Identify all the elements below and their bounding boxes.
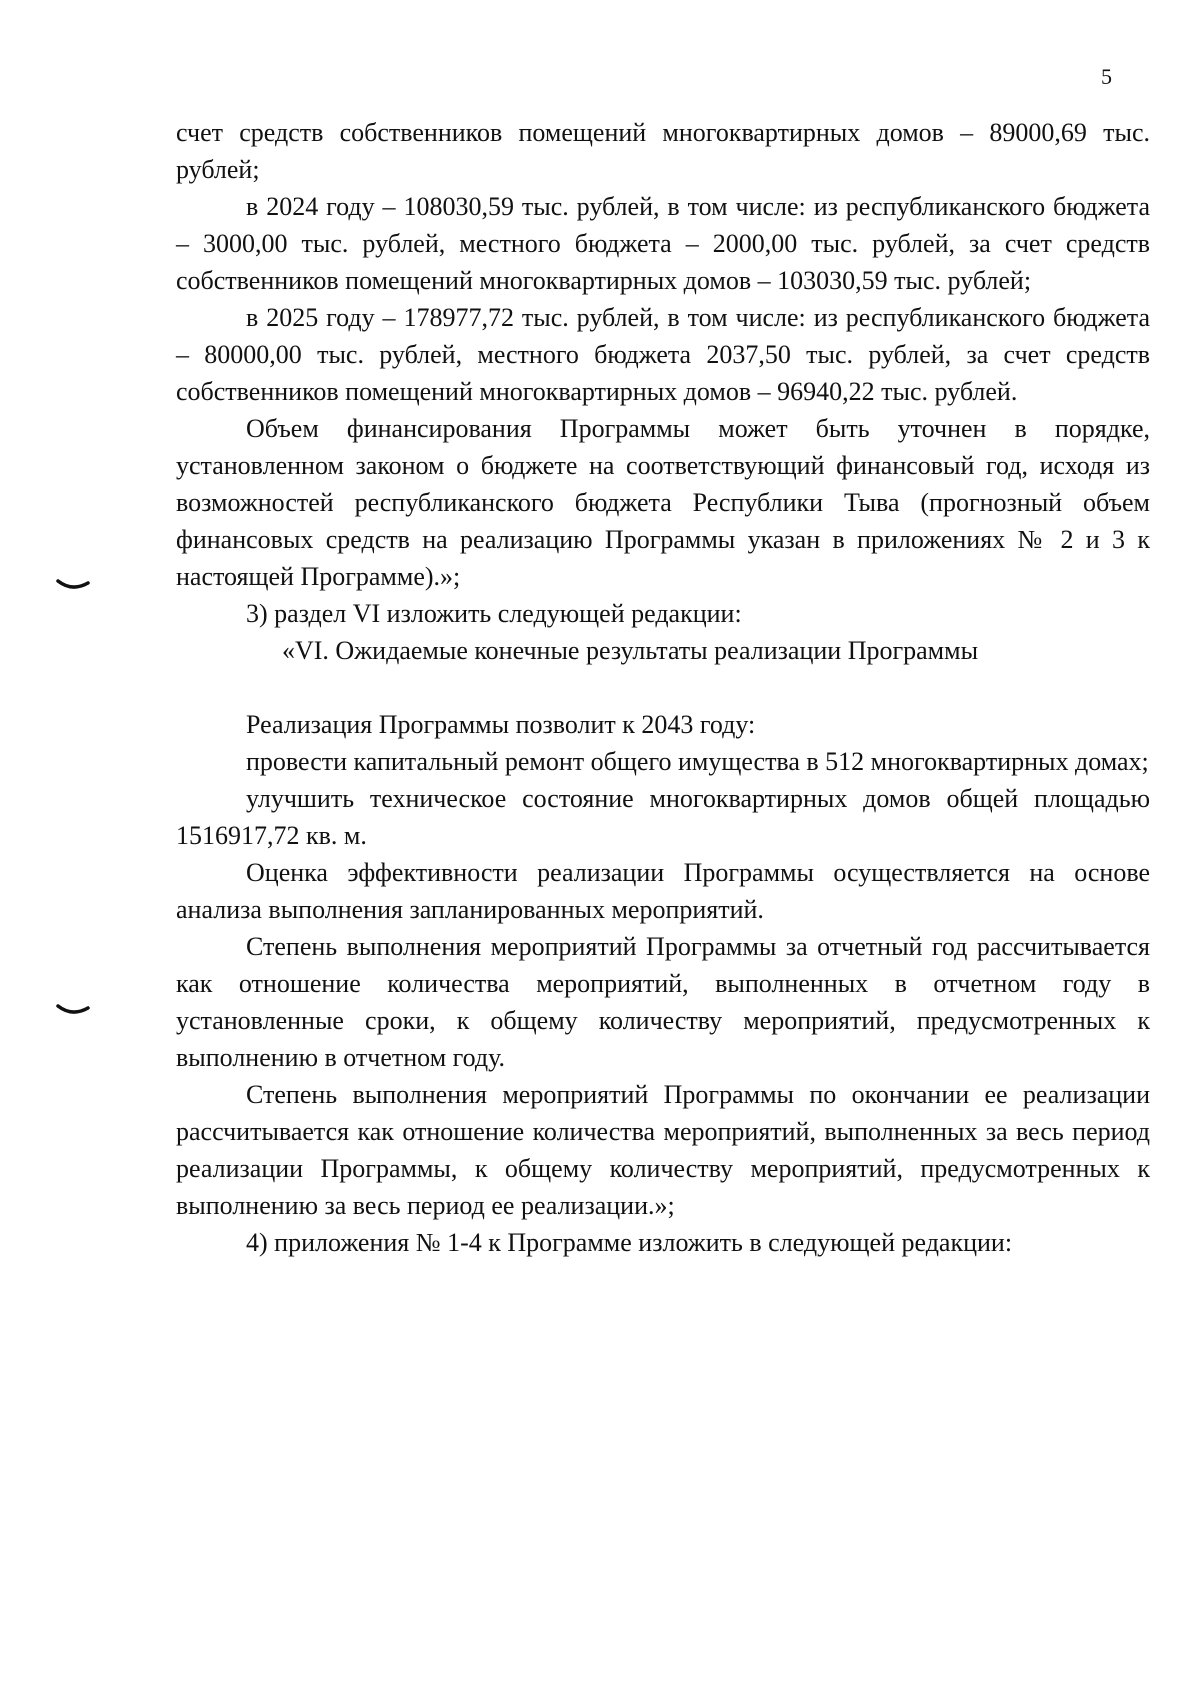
paragraph-funding-2025: в 2025 году – 178977,72 тыс. рублей, в том числе: из республиканского бюджета – 80000,00 тыс. рублей, местного бюджета 2037,50 тыс. рублей, за счет средств собственников помещений многоквартирных домов – 96940,22 тыс. рублей. (176, 303, 1150, 406)
paragraph-funding-2023-end: счет средств собственников помещений многоквартирных домов – 89000,69 тыс. рублей; (176, 118, 1150, 184)
paragraph-funding-2024: в 2024 году – 108030,59 тыс. рублей, в том числе: из республиканского бюджета – 3000,00 тыс. рублей, местного бюджета – 2000,00 тыс. рублей, за счет средств собственников помещений многоквартирных домов – 103030,59 тыс. рублей; (176, 192, 1150, 295)
paragraph-section-vi-instruction: 3) раздел VI изложить следующей редакции: (246, 599, 742, 628)
page-number: 5 (1101, 64, 1112, 89)
binder-hole-mark-icon (56, 578, 90, 592)
paragraph-appendices-instruction: 4) приложения № 1-4 к Программе изложить в следующей редакции: (246, 1228, 1013, 1257)
document-text (176, 114, 1150, 1261)
paragraph-result-repair: провести капитальный ремонт общего имущества в 512 многоквартирных домах; (246, 747, 1149, 776)
paragraph-annual-degree: Степень выполнения мероприятий Программы за отчетный год рассчитывается как отношение количества мероприятий, выполненных в отчетном году в установленные сроки, к общему количеству мероприятий, предусмотренных к выполнению в отчетном году. (176, 932, 1150, 1072)
paragraph-final-degree: Степень выполнения мероприятий Программы по окончании ее реализации рассчитывается как отношение количества мероприятий, выполненных за весь период реализации Программы, к общему количеству мероприятий, предусмотренных к выполнению за весь период ее реализации.»; (176, 1080, 1150, 1220)
paragraph-result-condition: улучшить техническое состояние многоквартирных домов общей площадью 1516917,72 кв. м. (176, 784, 1150, 850)
paragraph-results-intro: Реализация Программы позволит к 2043 году: (246, 710, 756, 739)
paragraph-funding-volume: Объем финансирования Программы может быть уточнен в порядке, установленном законом о бюджете на соответствующий финансовый год, исходя из возможностей республиканского бюджета Республики Тыва (прогнозный объем финансовых средств на реализацию Программы указан в приложениях № 2 и 3 к настоящей Программе).»; (176, 414, 1150, 591)
paragraph-efficiency-evaluation: Оценка эффективности реализации Программы осуществляется на основе анализа выполнения запланированных мероприятий. (176, 858, 1150, 924)
section-heading: «VI. Ожидаемые конечные результаты реализации Программы (282, 636, 979, 665)
binder-hole-mark-icon (56, 1003, 90, 1017)
blank-line (176, 669, 1150, 706)
